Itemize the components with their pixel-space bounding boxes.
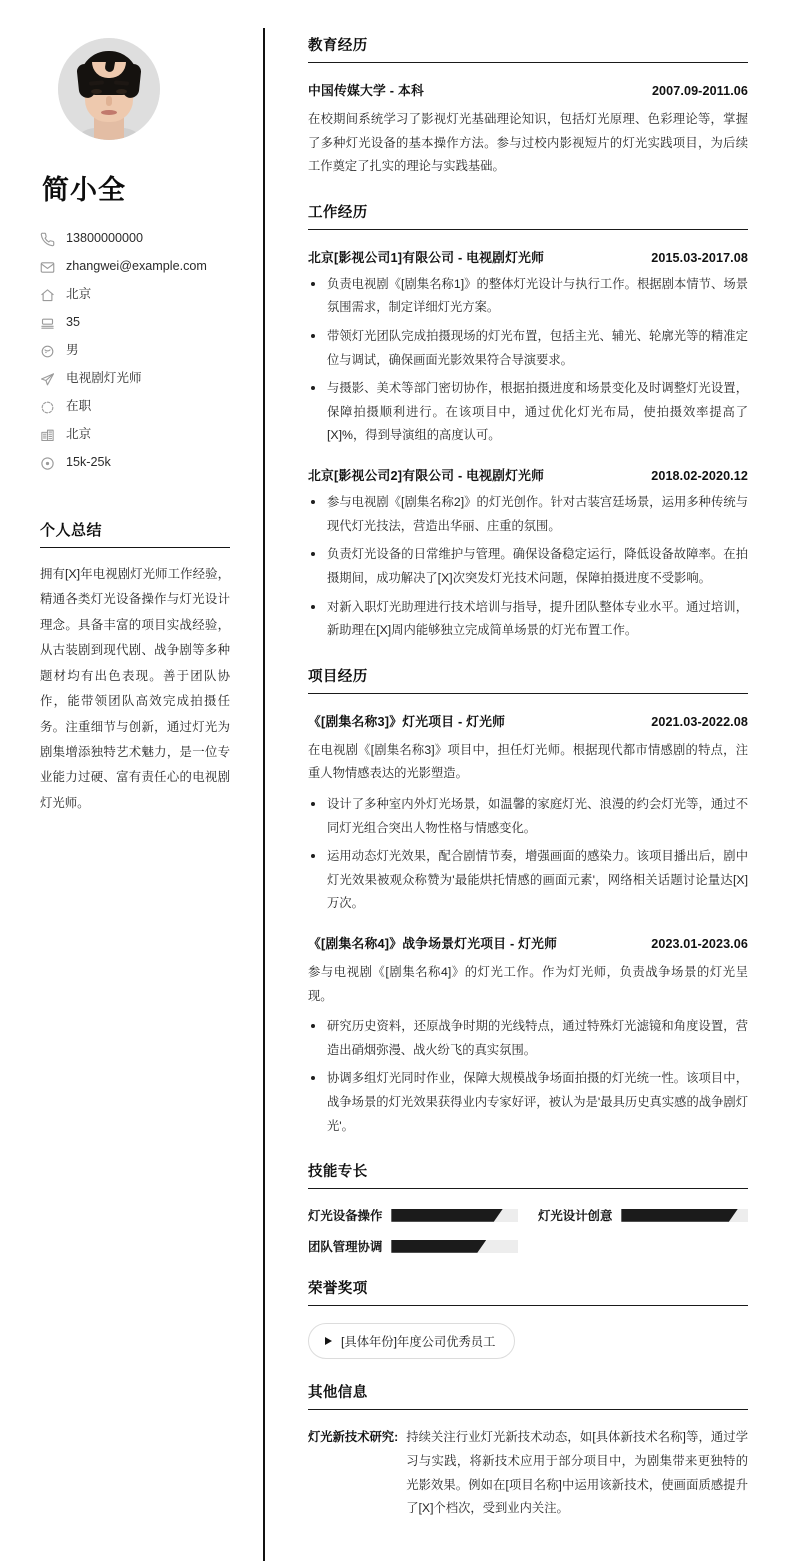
status-refresh-icon — [40, 400, 55, 415]
skill-label: 灯光设计创意 — [538, 1209, 613, 1224]
entry-title: 《[剧集名称4]》战争场景灯光项目 - 灯光师 — [308, 936, 558, 952]
contact-value-gender: 男 — [66, 343, 79, 358]
entry-date: 2007.09-2011.06 — [651, 84, 748, 98]
bullet-list — [308, 491, 748, 643]
section-skills — [308, 1160, 748, 1255]
contact-item-age — [40, 309, 230, 337]
entry-title: 北京[影视公司2]有限公司 - 电视剧灯光师 — [308, 468, 545, 484]
section-other — [308, 1381, 748, 1520]
section-work — [308, 201, 748, 643]
entry-head — [308, 80, 748, 99]
entry-description: 参与电视剧《[剧集名称4]》的灯光工作。作为灯光师，负责战争场景的灯光呈现。 — [308, 965, 748, 1003]
work-entry — [308, 465, 748, 643]
skill-bar-track — [621, 1209, 748, 1222]
entry-head — [308, 933, 748, 952]
summary-section — [40, 519, 230, 816]
skill-item — [538, 1206, 748, 1224]
sidebar — [0, 0, 265, 1561]
other-text: 持续关注行业灯光新技术动态，如[具体新技术名称]等，通过学习与实践，将新技术应用于部分项目中，为剧集带来更独特的光影效果。例如在[项目名称]中运用该新技术，使画面质感提升了[X]个档次，受到业内关注。 — [406, 1430, 748, 1516]
contact-value-email: zhangwei@example.com — [66, 259, 207, 274]
main-column — [265, 0, 794, 1561]
skill-grid — [308, 1206, 748, 1255]
section-heading-other: 其他信息 — [308, 1381, 748, 1410]
section-heading-skills: 技能专长 — [308, 1160, 748, 1189]
skill-bar-track — [391, 1240, 518, 1253]
contact-item-position — [40, 365, 230, 393]
bullet-list — [308, 793, 748, 916]
honor-label: [具体年份]年度公司优秀员工 — [341, 1335, 496, 1350]
portrait-photo-icon — [58, 38, 160, 140]
bullet-item: 带领灯光团队完成拍摄现场的灯光布置，包括主光、辅光、轮廓光等的精准定位与调试，确保画面光影效果符合导演要求。 — [308, 325, 748, 372]
honor-chip — [308, 1323, 515, 1359]
entry-head — [308, 711, 748, 730]
paper-plane-icon — [40, 372, 55, 387]
bullet-item: 研究历史资料，还原战争时期的光线特点，通过特殊灯光滤镜和角度设置，营造出硝烟弥漫、战火纷飞的真实氛围。 — [308, 1015, 748, 1062]
skill-bar-fill — [391, 1209, 502, 1222]
building-icon — [40, 428, 55, 443]
skill-item — [308, 1206, 518, 1224]
skill-bar-fill — [391, 1240, 486, 1253]
contact-value-age: 35 — [66, 315, 81, 330]
section-heading-honors: 荣誉奖项 — [308, 1277, 748, 1306]
section-projects — [308, 665, 748, 1139]
entry-date: 2021.03-2022.08 — [651, 714, 748, 729]
entry-title: 中国传媒大学 - 本科 — [308, 83, 424, 98]
entry-title: 《[剧集名称3]》灯光项目 - 灯光师 — [308, 713, 506, 729]
skill-bar-fill — [621, 1209, 738, 1222]
contact-item-city — [40, 421, 230, 449]
bullet-list — [308, 273, 748, 448]
contact-item-status — [40, 393, 230, 421]
section-heading-education: 教育经历 — [308, 34, 748, 63]
skill-item — [308, 1237, 518, 1255]
entry-date: 2018.02-2020.12 — [651, 469, 748, 484]
contact-value-salary: 15k-25k — [66, 455, 111, 470]
section-heading-projects: 项目经历 — [308, 665, 748, 694]
entry-head — [308, 465, 748, 484]
skill-label: 灯光设备操作 — [308, 1209, 383, 1224]
summary-heading: 个人总结 — [40, 519, 230, 548]
contact-list — [40, 225, 230, 477]
contact-value-position: 电视剧灯光师 — [66, 371, 142, 386]
contact-item-phone — [40, 225, 230, 253]
education-entry — [308, 80, 748, 179]
bullet-item: 协调多组灯光同时作业，保障大规模战争场面拍摄的灯光统一性。该项目中，战争场景的灯光效果获得业内专家好评，被认为是'最具历史真实感的战争剧灯光'。 — [308, 1067, 748, 1138]
contact-item-salary — [40, 449, 230, 477]
avatar — [58, 38, 160, 140]
section-honors — [308, 1277, 748, 1359]
skill-grid-spacer — [538, 1237, 748, 1255]
contact-value-location: 北京 — [66, 287, 92, 302]
work-entry — [308, 247, 748, 448]
skill-label: 团队管理协调 — [308, 1240, 383, 1255]
bullet-item: 负责灯光设备的日常维护与管理。确保设备稳定运行，降低设备故障率。在拍摄期间，成功解决了[X]次突发灯光技术问题，保障拍摄进度不受影响。 — [308, 543, 748, 590]
project-entry — [308, 933, 748, 1138]
home-icon — [40, 288, 55, 303]
person-name: 简小全 — [42, 175, 126, 205]
bullet-item: 参与电视剧《[剧集名称2]》的灯光创作。针对古装宫廷场景，运用多种传统与现代灯光技法，营造出华丽、庄重的氛围。 — [308, 491, 748, 538]
entry-date: 2015.03-2017.08 — [651, 250, 748, 265]
contact-value-phone: 13800000000 — [66, 231, 144, 246]
bullet-item: 运用动态灯光效果，配合剧情节奏，增强画面的感染力。该项目播出后，剧中灯光效果被观众称赞为'最能烘托情感的画面元素'，网络相关话题讨论量达[X]万次。 — [308, 845, 748, 916]
contact-item-gender — [40, 337, 230, 365]
other-label: 灯光新技术研究: — [308, 1430, 399, 1445]
project-entry — [308, 711, 748, 916]
bullet-item: 与摄影、美术等部门密切协作，根据拍摄进度和场景变化及时调整灯光设置，保障拍摄顺利进行。在该项目中，通过优化灯光布局，使拍摄效率提高了[X]%，得到导演组的高度认可。 — [308, 377, 748, 448]
bullet-item: 对新入职灯光助理进行技术培训与指导，提升团队整体专业水平。通过培训，新助理在[X]周内能够独立完成简单场景的灯光布置工作。 — [308, 596, 748, 643]
bullet-item: 负责电视剧《[剧集名称1]》的整体灯光设计与执行工作。根据剧本情节、场景氛围需求，制定详细灯光方案。 — [308, 273, 748, 320]
entry-description: 在校期间系统学习了影视灯光基础理论知识，包括灯光原理、色彩理论等，掌握了多种灯光设备的基本操作方法。参与过校内影视短片的灯光实践项目，为后续工作奠定了扎实的理论与实践基础。 — [308, 112, 748, 174]
section-education — [308, 34, 748, 179]
envelope-icon — [40, 260, 55, 275]
honor-list — [308, 1323, 748, 1359]
entry-head — [308, 247, 748, 266]
bullet-list — [308, 1015, 748, 1138]
summary-text: 拥有[X]年电视剧灯光师工作经验，精通各类灯光设备操作与灯光设计理念。具备丰富的项目实战经验，从古装剧到现代剧、战争剧等多种题材均有出色表现。善于团队协作，能带领团队高效完成拍摄任务。注重细节与创新，通过灯光为剧集增添独特艺术魅力，是一位专业能力过硬、富有责任心的电视剧灯光师。 — [40, 567, 230, 810]
play-triangle-icon — [325, 1337, 332, 1345]
contact-value-status: 在职 — [66, 399, 92, 414]
contact-item-email — [40, 253, 230, 281]
entry-description: 在电视剧《[剧集名称3]》项目中，担任灯光师。根据现代都市情感剧的特点，注重人物情感表达的光影塑造。 — [308, 742, 748, 781]
section-heading-work: 工作经历 — [308, 201, 748, 230]
salary-target-icon — [40, 456, 55, 471]
bullet-item: 设计了多种室内外灯光场景，如温馨的家庭灯光、浪漫的约会灯光等，通过不同灯光组合突出人物性格与情感变化。 — [308, 793, 748, 840]
skill-bar-track — [391, 1209, 518, 1222]
gender-icon — [40, 344, 55, 359]
contact-value-city: 北京 — [66, 427, 92, 442]
id-badge-icon — [40, 316, 55, 331]
contact-item-location — [40, 281, 230, 309]
phone-icon — [40, 232, 55, 247]
other-item — [308, 1426, 748, 1520]
entry-title: 北京[影视公司1]有限公司 - 电视剧灯光师 — [308, 249, 545, 265]
entry-date: 2023.01-2023.06 — [651, 937, 748, 952]
